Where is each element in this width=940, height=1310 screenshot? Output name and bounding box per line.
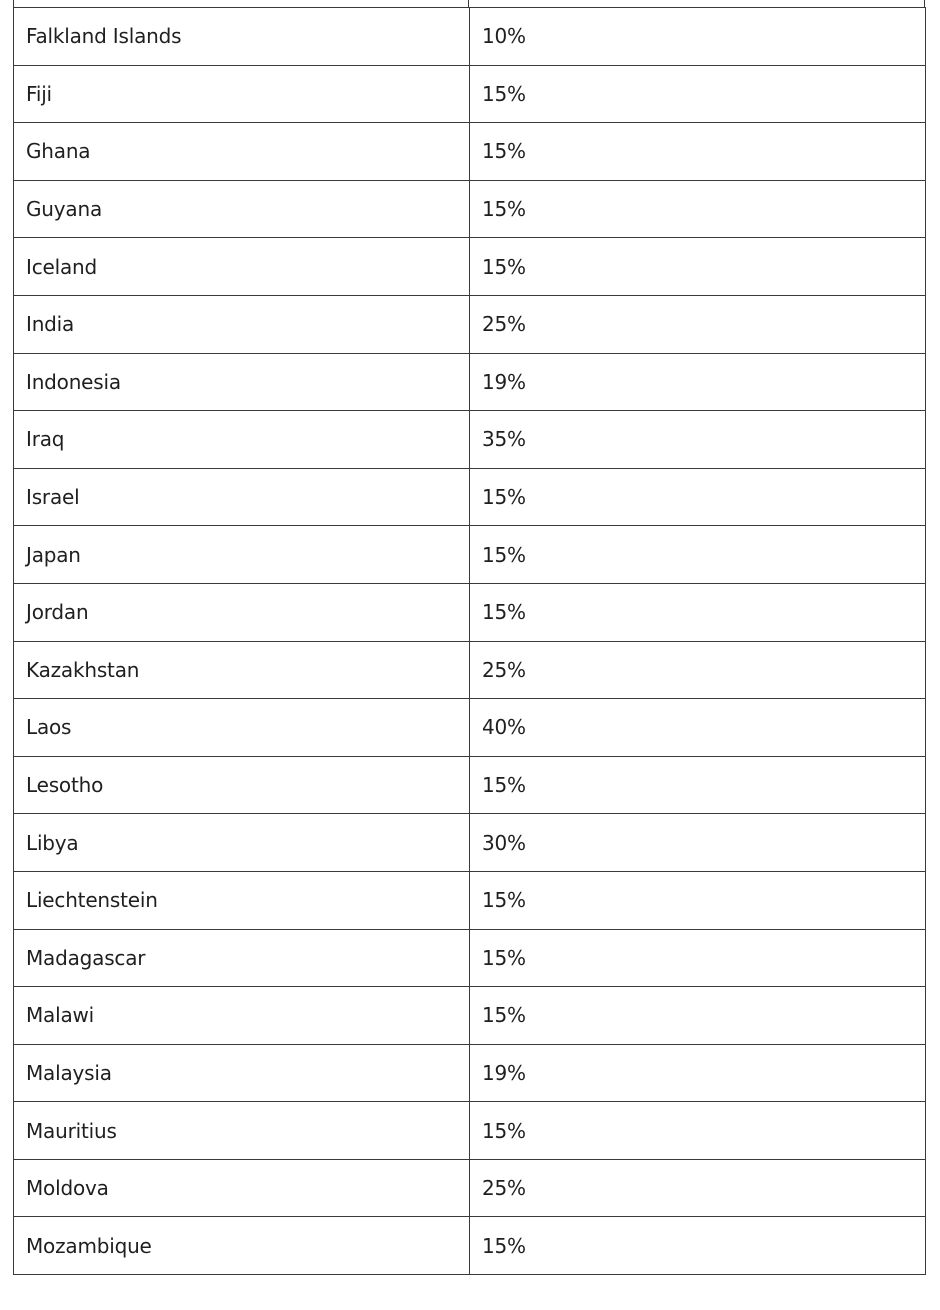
table-row <box>14 756 926 814</box>
table-row <box>14 1102 926 1160</box>
rate-cell: 15% <box>470 238 926 296</box>
table-row <box>14 929 926 987</box>
table-border-stub-left <box>13 0 14 7</box>
country-cell: Kazakhstan <box>14 641 470 699</box>
table-row <box>14 295 926 353</box>
rate-cell: 15% <box>470 1217 926 1275</box>
rate-cell: 10% <box>470 8 926 66</box>
table-row <box>14 871 926 929</box>
country-cell: Malawi <box>14 987 470 1045</box>
rate-cell: 30% <box>470 814 926 872</box>
table-row <box>14 526 926 584</box>
country-cell: Indonesia <box>14 353 470 411</box>
rate-cell: 25% <box>470 641 926 699</box>
country-cell: Fiji <box>14 65 470 123</box>
table-border-stub-middle <box>468 0 469 7</box>
table-row <box>14 468 926 526</box>
country-cell: Iceland <box>14 238 470 296</box>
country-cell: Laos <box>14 699 470 757</box>
country-cell: Mauritius <box>14 1102 470 1160</box>
country-cell: Malaysia <box>14 1044 470 1102</box>
table-row <box>14 583 926 641</box>
country-cell: Jordan <box>14 583 470 641</box>
rate-cell: 35% <box>470 411 926 469</box>
rate-cell: 15% <box>470 65 926 123</box>
rate-cell: 15% <box>470 871 926 929</box>
table-row <box>14 814 926 872</box>
rate-cell: 19% <box>470 1044 926 1102</box>
table-body <box>14 8 926 1275</box>
table-row <box>14 238 926 296</box>
table-row <box>14 353 926 411</box>
table-row <box>14 1044 926 1102</box>
country-cell: Japan <box>14 526 470 584</box>
country-cell: Mozambique <box>14 1217 470 1275</box>
rate-cell: 19% <box>470 353 926 411</box>
table-row <box>14 1159 926 1217</box>
rate-cell: 15% <box>470 526 926 584</box>
table-row <box>14 641 926 699</box>
country-rate-table <box>13 7 926 1275</box>
rate-cell: 15% <box>470 123 926 181</box>
rate-cell: 25% <box>470 1159 926 1217</box>
rate-cell: 25% <box>470 295 926 353</box>
country-cell: Falkland Islands <box>14 8 470 66</box>
country-cell: Liechtenstein <box>14 871 470 929</box>
rate-cell: 15% <box>470 180 926 238</box>
country-cell: Guyana <box>14 180 470 238</box>
rate-cell: 15% <box>470 929 926 987</box>
country-cell: Moldova <box>14 1159 470 1217</box>
table-row <box>14 180 926 238</box>
country-cell: Israel <box>14 468 470 526</box>
rate-cell: 15% <box>470 583 926 641</box>
country-cell: Iraq <box>14 411 470 469</box>
table-row <box>14 1217 926 1275</box>
country-rate-table-container <box>13 7 925 1275</box>
country-cell: Lesotho <box>14 756 470 814</box>
table-row <box>14 123 926 181</box>
table-row <box>14 987 926 1045</box>
rate-cell: 15% <box>470 1102 926 1160</box>
country-cell: Madagascar <box>14 929 470 987</box>
country-cell: India <box>14 295 470 353</box>
rate-cell: 15% <box>470 756 926 814</box>
rate-cell: 15% <box>470 987 926 1045</box>
table-row <box>14 65 926 123</box>
country-cell: Ghana <box>14 123 470 181</box>
table-row <box>14 8 926 66</box>
country-cell: Libya <box>14 814 470 872</box>
rate-cell: 15% <box>470 468 926 526</box>
rate-cell: 40% <box>470 699 926 757</box>
table-row <box>14 699 926 757</box>
table-border-stub-right <box>924 0 925 7</box>
table-row <box>14 411 926 469</box>
